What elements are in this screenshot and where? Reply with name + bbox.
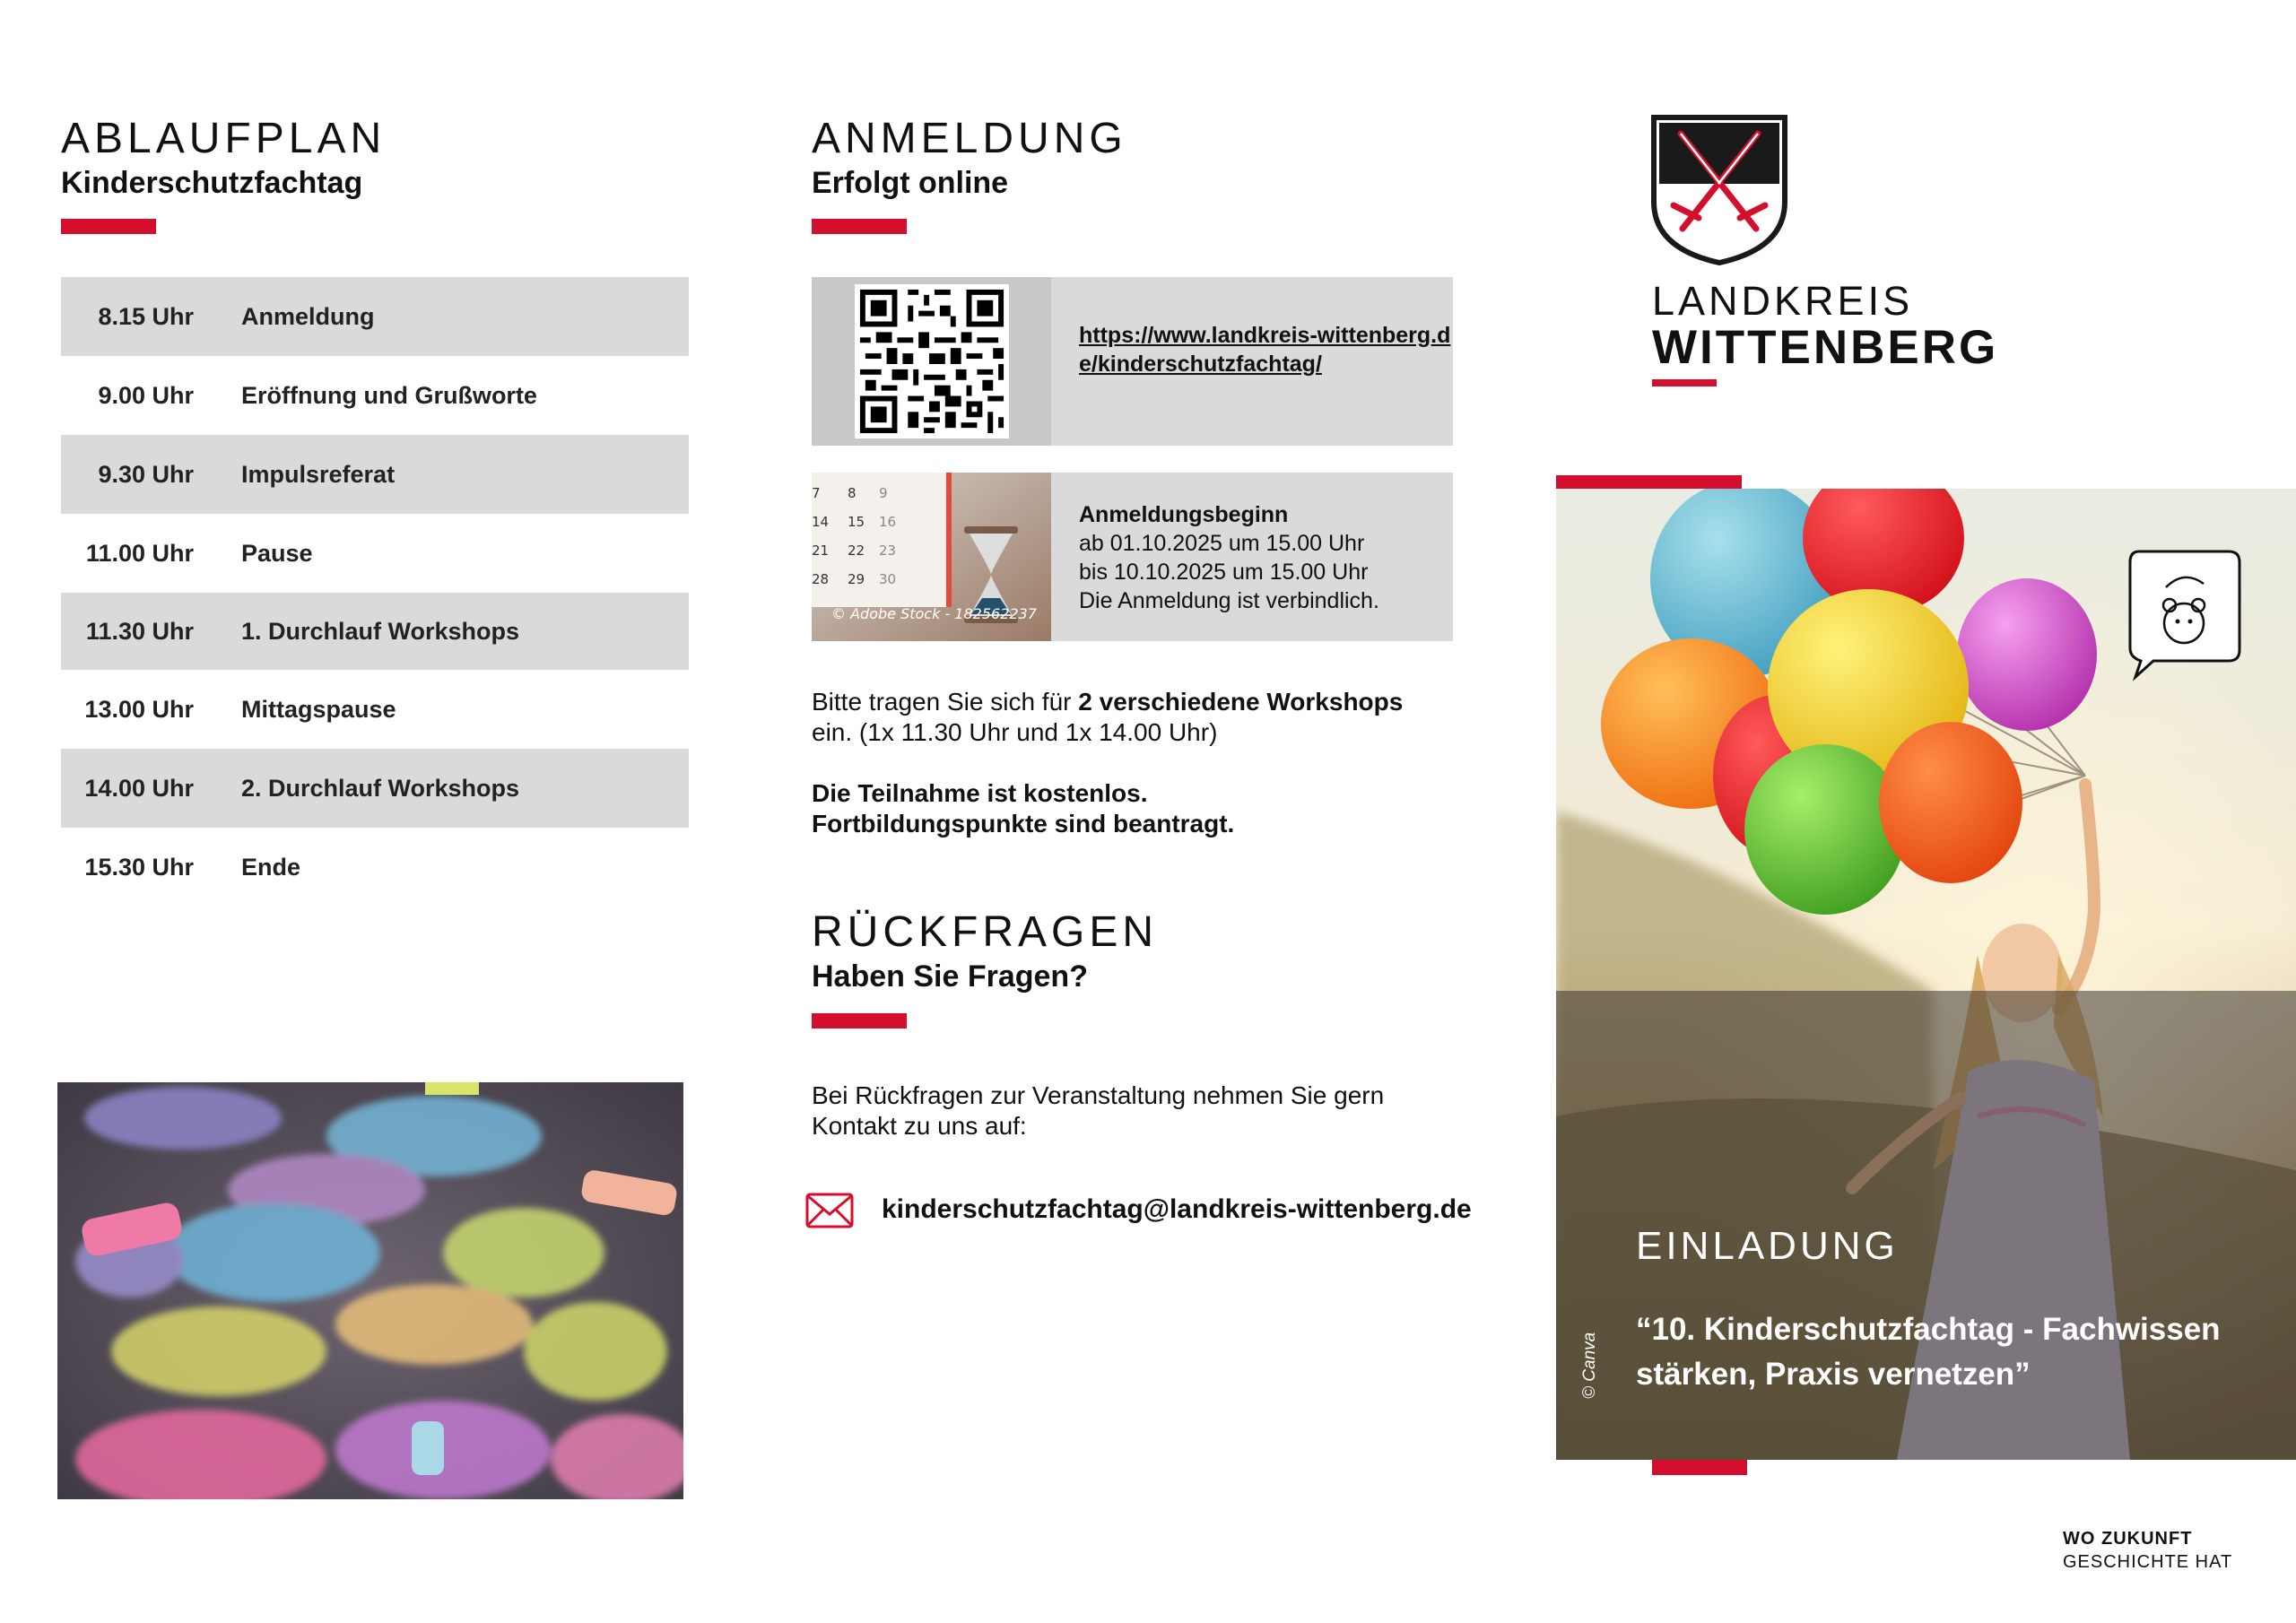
registration-dates-title: Anmeldungsbeginn (1079, 502, 1289, 527)
calendar-number: 30 (879, 571, 897, 587)
schedule-row (61, 356, 689, 435)
schedule-table (61, 277, 689, 907)
calendar-number: 16 (879, 514, 897, 530)
training-points-text: Fortbildungspunkte sind beantragt. (812, 810, 1235, 838)
schedule-activity: Pause (241, 539, 313, 567)
schedule-time: 15.30 Uhr (84, 853, 194, 881)
schedule-heading: ABLAUFPLAN (61, 115, 387, 162)
calendar-number: 23 (879, 542, 897, 559)
schedule-time: 11.00 Uhr (85, 539, 194, 567)
schedule-time: 13.00 Uhr (84, 695, 194, 723)
schedule-time: 9.00 Uhr (98, 381, 194, 409)
logo-accent-bar (1652, 379, 1717, 386)
schedule-row (61, 514, 689, 593)
questions-heading: RÜCKFRAGEN (812, 908, 1159, 956)
logo-text-landkreis: LANDKREIS (1652, 278, 1914, 324)
schedule-row (61, 670, 689, 749)
schedule-time: 8.15 Uhr (98, 302, 194, 330)
participation-info (812, 778, 1457, 839)
questions-subheading: Haben Sie Fragen? (812, 959, 1088, 994)
schedule-activity: Anmeldung (241, 302, 375, 330)
logo-text-wittenberg: WITTENBERG (1652, 321, 1999, 374)
schedule-time: 11.30 Uhr (85, 617, 194, 645)
qr-code[interactable] (812, 277, 1051, 446)
registration-binding-note: Die Anmeldung ist verbindlich. (1079, 588, 1379, 613)
schedule-activity: Ende (241, 853, 301, 881)
calendar-number: 21 (812, 542, 830, 559)
schedule-row (61, 277, 689, 356)
coat-of-arms-logo (1650, 114, 1788, 271)
slogan-line-2: GESCHICHTE HAT (2063, 1552, 2233, 1572)
questions-text (812, 1081, 1457, 1141)
registration-subheading: Erfolgt online (812, 166, 1009, 200)
invitation-heading: EINLADUNG (1636, 1224, 1899, 1268)
questions-accent-bar (812, 1013, 907, 1028)
calendar-number: 28 (812, 571, 830, 587)
schedule-row (61, 435, 689, 514)
schedule-accent-bar (61, 219, 156, 234)
hero-bottom-accent-bar (1652, 1460, 1747, 1475)
calendar-number: 29 (848, 571, 865, 587)
schedule-activity: Eröffnung und Grußworte (241, 381, 537, 409)
slogan-line-1: WO ZUKUNFT (2063, 1529, 2193, 1549)
registration-accent-bar (812, 219, 907, 234)
schedule-activity: Mittagspause (241, 695, 396, 723)
calendar-number: 22 (848, 542, 865, 559)
questions-text-line: Kontakt zu uns auf: (812, 1112, 1027, 1140)
calendar-hourglass-photo (812, 473, 1051, 641)
registration-heading: ANMELDUNG (812, 115, 1127, 162)
workshop-text-pre: Bitte tragen Sie sich für (812, 688, 1079, 716)
schedule-row (61, 828, 689, 907)
workshop-text-post: ein. (1x 11.30 Uhr und 1x 14.00 Uhr) (812, 718, 1218, 746)
workshop-instructions (812, 687, 1457, 748)
teddy-speech-bubble-icon (2130, 551, 2239, 677)
calendar-photo-credit: © Adobe Stock - 182562237 (831, 605, 1037, 622)
schedule-subheading: Kinderschutzfachtag (61, 166, 363, 200)
event-title-line: stärken, Praxis vernetzen” (1636, 1357, 2031, 1392)
schedule-activity: Impulsreferat (241, 460, 396, 488)
hero-photo-credit: © Canva (1580, 1332, 1599, 1399)
chalk-hands-photo (57, 1082, 683, 1499)
free-participation-text: Die Teilnahme ist kostenlos. (812, 779, 1148, 807)
registration-dates (1079, 500, 1447, 615)
calendar-number: 8 (848, 485, 857, 501)
schedule-time: 14.00 Uhr (84, 774, 194, 802)
schedule-row (61, 593, 689, 670)
qr-code-icon (855, 284, 1009, 438)
event-title-line: “10. Kinderschutzfachtag - Fachwissen (1636, 1312, 2221, 1347)
registration-start: ab 01.10.2025 um 15.00 Uhr (1079, 531, 1365, 556)
calendar-number: 14 (812, 514, 830, 530)
registration-url-link[interactable]: https://www.landkreis-wittenberg.de/kinderschutzfachtag/ (1079, 323, 1451, 377)
event-title (1636, 1307, 2273, 1397)
schedule-activity: 1. Durchlauf Workshops (241, 617, 520, 645)
schedule-activity: 2. Durchlauf Workshops (241, 774, 520, 802)
envelope-icon (805, 1193, 854, 1233)
schedule-row (61, 749, 689, 828)
calendar-number: 7 (812, 485, 821, 501)
schedule-time: 9.30 Uhr (98, 460, 194, 488)
questions-text-line: Bei Rückfragen zur Veranstaltung nehmen Sie gern (812, 1081, 1385, 1109)
registration-end: bis 10.10.2025 um 15.00 Uhr (1079, 560, 1369, 585)
calendar-number: 15 (848, 514, 865, 530)
workshop-text-bold: 2 verschiedene Workshops (1078, 688, 1404, 716)
calendar-number: 9 (879, 485, 888, 501)
contact-email-link[interactable]: kinderschutzfachtag@landkreis-wittenberg.de (882, 1194, 1472, 1224)
